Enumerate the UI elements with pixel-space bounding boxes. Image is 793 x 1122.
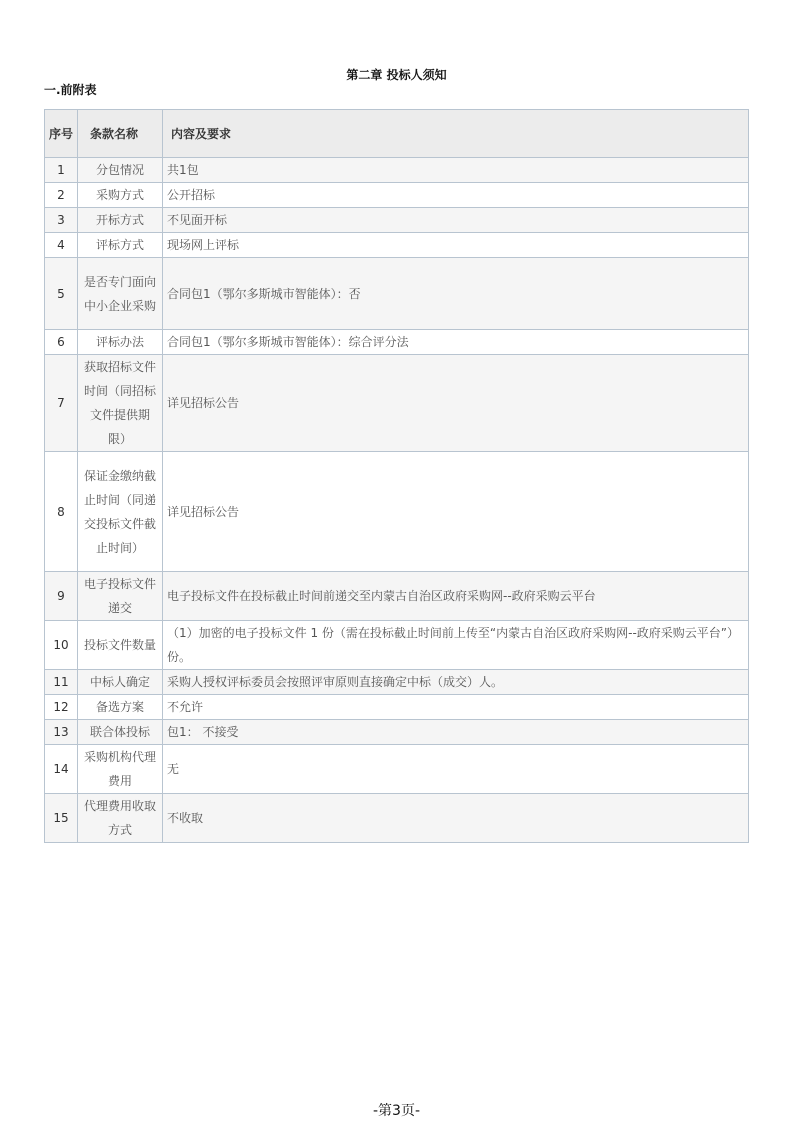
- clause-content: 不见面开标: [163, 208, 749, 233]
- row-number: 13: [45, 720, 78, 745]
- row-number: 2: [45, 183, 78, 208]
- row-number: 15: [45, 794, 78, 843]
- row-number: 12: [45, 695, 78, 720]
- row-number: 11: [45, 670, 78, 695]
- table-row: [45, 720, 749, 745]
- table-row: [45, 695, 749, 720]
- page-number: -第3页-: [372, 1103, 420, 1119]
- row-number: 14: [45, 745, 78, 794]
- table-row: [45, 670, 749, 695]
- chapter-title: 第二章 投标人须知: [346, 68, 447, 82]
- table-row: [45, 452, 749, 572]
- table-row: [45, 208, 749, 233]
- header-content: 内容及要求: [163, 110, 749, 158]
- instructions-table: [44, 109, 749, 843]
- clause-content: 无: [163, 745, 749, 794]
- table-row: [45, 572, 749, 621]
- clause-content: 现场网上评标: [163, 233, 749, 258]
- clause-content: 合同包1（鄂尔多斯城市智能体）：综合评分法: [163, 330, 749, 355]
- clause-name: 投标文件数量: [78, 621, 163, 670]
- header-clause-name: 条款名称: [78, 110, 163, 158]
- section-title: 一.前附表: [44, 83, 97, 97]
- row-number: 9: [45, 572, 78, 621]
- clause-name: 采购方式: [78, 183, 163, 208]
- table-body: [45, 158, 749, 843]
- table-row: [45, 794, 749, 843]
- clause-name: 采购机构代理费用: [78, 745, 163, 794]
- table-row: [45, 258, 749, 330]
- clause-content: 详见招标公告: [163, 452, 749, 572]
- row-number: 10: [45, 621, 78, 670]
- row-number: 4: [45, 233, 78, 258]
- row-number: 6: [45, 330, 78, 355]
- clause-name: 保证金缴纳截止时间（同递交投标文件截止时间）: [78, 452, 163, 572]
- clause-name: 中标人确定: [78, 670, 163, 695]
- table-row: [45, 621, 749, 670]
- clause-content: 公开招标: [163, 183, 749, 208]
- table-row: [45, 158, 749, 183]
- row-number: 5: [45, 258, 78, 330]
- clause-content: 不收取: [163, 794, 749, 843]
- row-number: 7: [45, 355, 78, 452]
- clause-content: （1）加密的电子投标文件 1 份（需在投标截止时间前上传至“内蒙古自治区政府采购网--政府采购云平台”） 份。: [163, 621, 749, 670]
- table-header-row: [45, 110, 749, 158]
- clause-name: 评标方式: [78, 233, 163, 258]
- clause-name: 联合体投标: [78, 720, 163, 745]
- row-number: 8: [45, 452, 78, 572]
- clause-content: 详见招标公告: [163, 355, 749, 452]
- clause-name: 获取招标文件时间（同招标文件提供期限）: [78, 355, 163, 452]
- clause-name: 代理费用收取方式: [78, 794, 163, 843]
- table-row: [45, 355, 749, 452]
- table-row: [45, 330, 749, 355]
- clause-content: 采购人授权评标委员会按照评审原则直接确定中标（成交）人。: [163, 670, 749, 695]
- clause-content: 共1包: [163, 158, 749, 183]
- row-number: 1: [45, 158, 78, 183]
- clause-content: 不允许: [163, 695, 749, 720]
- clause-name: 电子投标文件递交: [78, 572, 163, 621]
- clause-name: 是否专门面向中小企业采购: [78, 258, 163, 330]
- clause-name: 备选方案: [78, 695, 163, 720]
- row-number: 3: [45, 208, 78, 233]
- table-row: [45, 233, 749, 258]
- clause-name: 评标办法: [78, 330, 163, 355]
- table-row: [45, 183, 749, 208]
- table-row: [45, 745, 749, 794]
- header-no: 序号: [45, 110, 78, 158]
- clause-name: 开标方式: [78, 208, 163, 233]
- clause-name: 分包情况: [78, 158, 163, 183]
- clause-content: 合同包1（鄂尔多斯城市智能体）：否: [163, 258, 749, 330]
- clause-content: 电子投标文件在投标截止时间前递交至内蒙古自治区政府采购网--政府采购云平台: [163, 572, 749, 621]
- clause-content: 包1： 不接受: [163, 720, 749, 745]
